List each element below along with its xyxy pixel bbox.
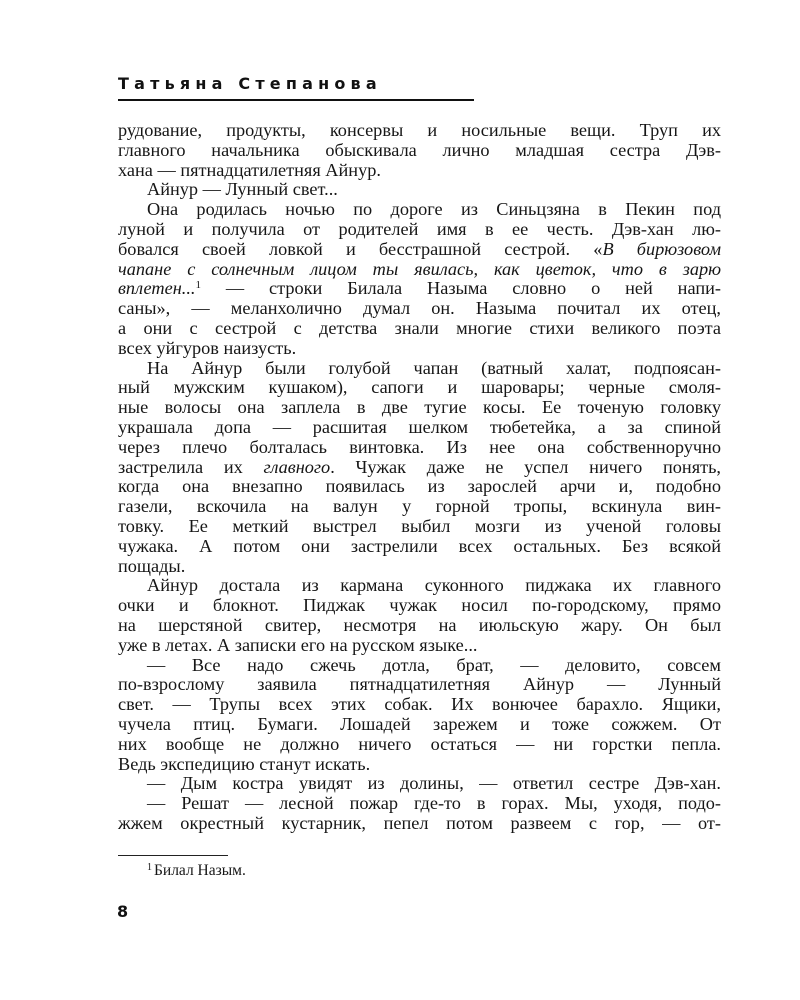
text-line (118, 260, 721, 280)
text-line: Ведь экспедицию станут искать. (118, 753, 371, 774)
text-line: главного начальника обыскивала лично младшая сестра Дэв- (118, 139, 721, 160)
text-line: уже в летах. А записки его на русском языке... (118, 634, 478, 655)
text-line: На Айнур были голубой чапан (ватный халат, подпоясан- (147, 357, 721, 378)
text-line: — Дым костра увидят из долины, — ответил сестре Дэв-хан. (147, 773, 721, 794)
text-line: ные волосы она заплела в две тугие косы. Ее точеную головку (118, 397, 721, 418)
text-run: — строки Билала Назыма словно о ней напи- (200, 278, 721, 299)
footnote (147, 862, 246, 880)
text-line (118, 458, 721, 478)
text-line: рудование, продукты, консервы и носильные вещи. Труп их (118, 120, 721, 140)
footnote-text: Билал Назым. (154, 862, 246, 879)
emphasis-italic: главного (263, 456, 331, 477)
text-line: — Все надо сжечь дотла, брат, — деловито, совсем (147, 654, 721, 675)
text-line (118, 279, 721, 299)
text-line: Айнур — Лунный свет... (147, 179, 338, 200)
running-head-author: Татьяна Степанова (118, 74, 382, 93)
quote-italic: вплетен... (118, 278, 196, 299)
quote-italic: чапане с солнечным лицом ты явилась, как цветок, что в зарю (118, 258, 721, 279)
text-line: через плечо болталась винтовка. Из нее она собственноручно (118, 436, 721, 457)
text-line (118, 240, 721, 260)
text-line: — Решат — лесной пожар где-то в горах. Мы, уходя, подо- (147, 793, 721, 814)
header-rule (118, 99, 474, 101)
text-line: Айнур достала из кармана суконного пиджака их главного (147, 575, 721, 596)
text-line: свет. — Трупы всех этих собак. Их вонючее барахло. Ящики, (118, 694, 721, 715)
text-line: по-взрослому заявила пятнадцатилетняя Айнур — Лунный (118, 674, 721, 695)
text-line: украшала допа — расшитая шелком тюбетейка, а за спиной (118, 416, 721, 437)
text-line: чучела птиц. Бумаги. Лошадей зарежем и тоже сожжем. От (118, 713, 721, 734)
footnote-rule (118, 855, 228, 856)
text-run: застрелила их (118, 456, 264, 477)
text-line: ный мужским кушаком), сапоги и шаровары; черные смоля- (118, 377, 721, 398)
text-line: всех уйгуров наизусть. (118, 337, 297, 358)
text-line: когда она внезапно появилась из зарослей арчи и, подобно (118, 476, 721, 497)
text-line: саны», — меланхолично думал он. Назыма почитал их отец, (118, 298, 721, 319)
text-line: них вообще не должно ничего остаться — ни горстки пепла. (118, 733, 721, 754)
text-line: товку. Ее меткий выстрел выбил мозги из ученой головы (118, 515, 721, 536)
footnote-marker: 1 (147, 862, 152, 873)
footnote-reference[interactable]: 1 (195, 279, 201, 292)
text-line: луной и получила от родителей имя в ее честь. Дэв-хан лю- (118, 218, 721, 239)
text-line: чужака. А потом они застрелили всех остальных. Без всякой (118, 535, 721, 556)
text-run: . Чужак даже не успел ничего понять, (330, 456, 722, 477)
quote-italic: В бирюзовом (602, 238, 721, 259)
text-line: газели, вскочила на валун у горной тропы, вскинула вин- (118, 496, 721, 517)
text-line: пощады. (118, 555, 186, 576)
main-text (118, 121, 721, 834)
text-line: жжем окрестный кустарник, пепел потом развеем с гор, — от- (118, 812, 721, 833)
page-number: 8 (117, 902, 129, 921)
text-line: очки и блокнот. Пиджак чужак носил по-городскому, прямо (118, 595, 721, 616)
text-line: хана — пятнадцатилетняя Айнур. (118, 159, 381, 180)
text-line: а они с сестрой с детства знали многие стихи великого поэта (118, 317, 721, 338)
text-run: бовался своей ловкой и бесстрашной сестрой. « (118, 238, 603, 259)
text-line: Она родилась ночью по дороге из Синьцзяна в Пекин под (147, 199, 721, 220)
text-line: на шерстяной свитер, несмотря на июльскую жару. Он был (118, 614, 721, 635)
